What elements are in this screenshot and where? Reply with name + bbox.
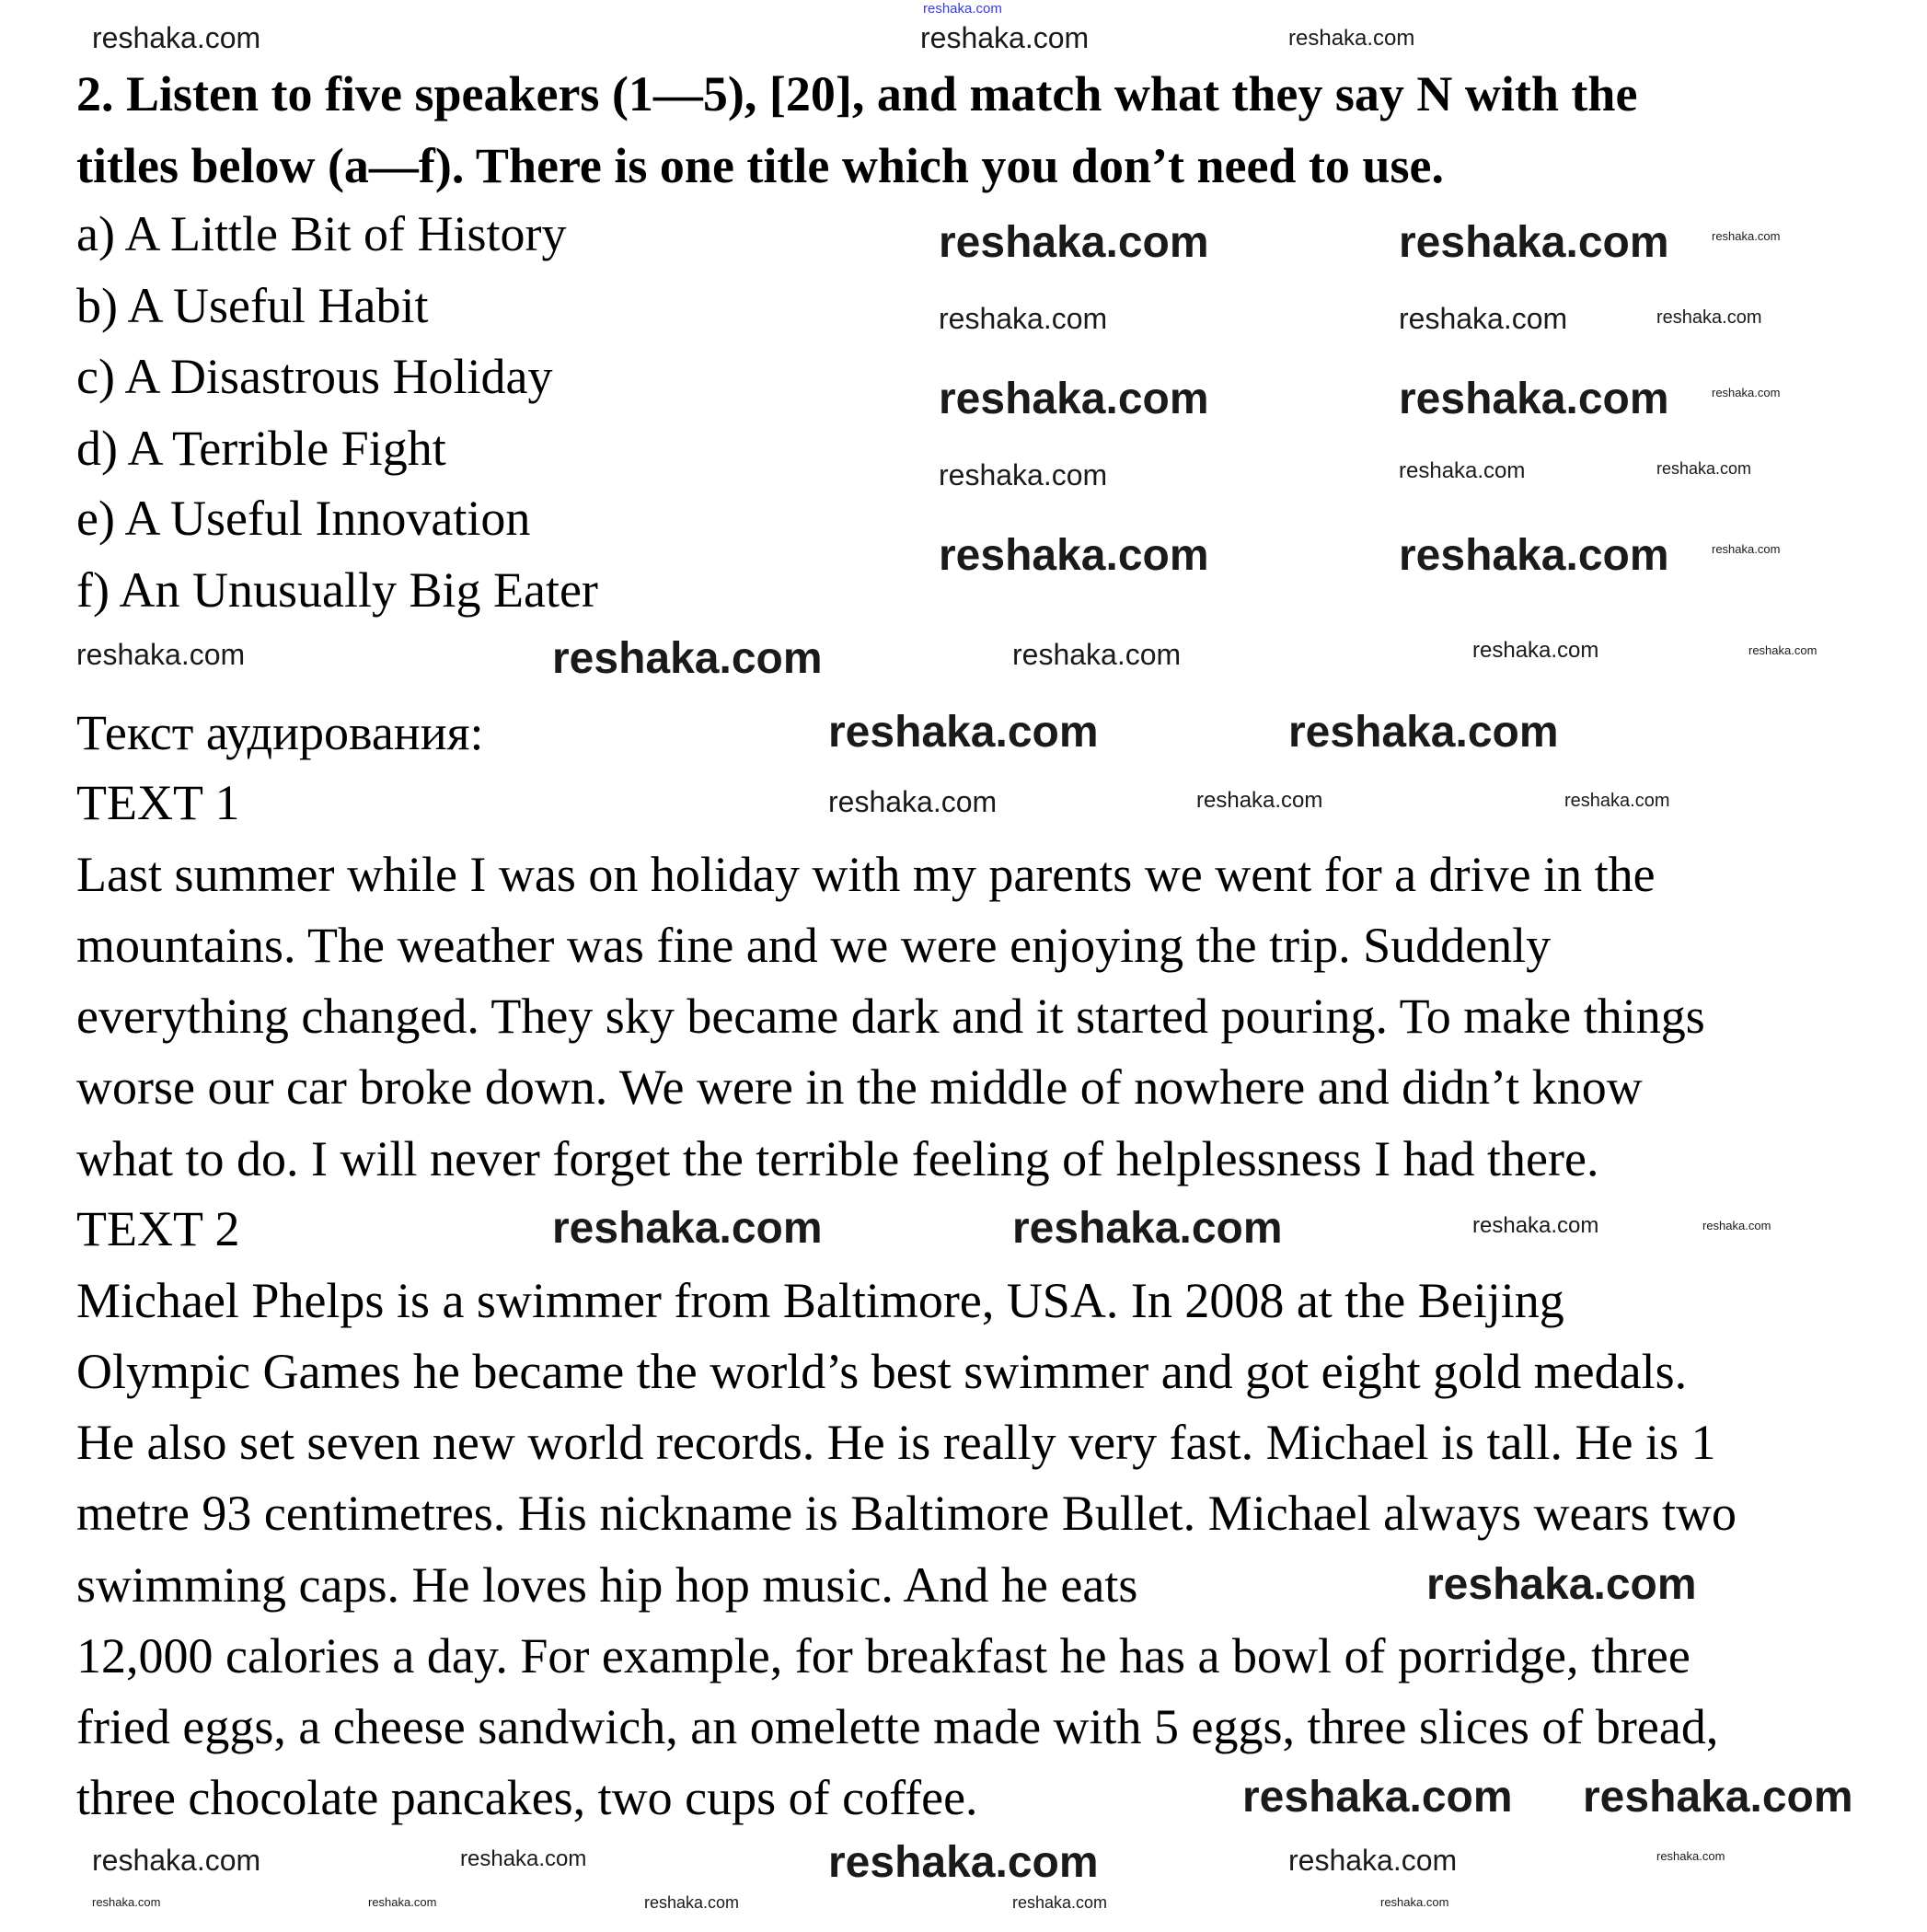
watermark: reshaka.com xyxy=(1426,1560,1697,1609)
text1-line: what to do. I will never forget the terrible feeling of helplessness I had there. xyxy=(76,1131,1599,1186)
text1-line: worse our car broke down. We were in the middle of nowhere and didn’t know xyxy=(76,1059,1643,1115)
watermark: reshaka.com xyxy=(1712,542,1781,556)
watermark: reshaka.com xyxy=(460,1846,587,1871)
title-option-b: b) A Useful Habit xyxy=(76,278,429,333)
title-option-c: c) A Disastrous Holiday xyxy=(76,349,553,404)
watermark: reshaka.com xyxy=(368,1895,437,1909)
watermark: reshaka.com xyxy=(828,708,1099,757)
task-heading-line: titles below (a—f). There is one title which you don’t need to use. xyxy=(76,138,1444,193)
text1-line: everything changed. They sky became dark and it started pouring. To make things xyxy=(76,989,1705,1044)
watermark: reshaka.com xyxy=(1472,1213,1599,1238)
title-option-a: a) A Little Bit of History xyxy=(76,206,567,261)
watermark: reshaka.com xyxy=(1380,1895,1449,1909)
watermark: reshaka.com xyxy=(828,785,998,818)
watermark: reshaka.com xyxy=(1399,375,1669,423)
text1-line: Last summer while I was on holiday with my parents we went for a drive in the xyxy=(76,847,1656,902)
text2-line: three chocolate pancakes, two cups of coffee. xyxy=(76,1770,978,1825)
watermark: reshaka.com xyxy=(1399,218,1669,267)
task-heading-line: 2. Listen to five speakers (1—5), [20], and match what they say N with the xyxy=(76,66,1638,121)
watermark: reshaka.com xyxy=(76,638,246,671)
watermark: reshaka.com xyxy=(644,1893,740,1912)
watermark: reshaka.com xyxy=(939,458,1108,492)
title-option-e: e) A Useful Innovation xyxy=(76,491,531,546)
watermark: reshaka.com xyxy=(1288,1844,1458,1877)
watermark: reshaka.com xyxy=(1399,531,1669,580)
watermark: reshaka.com xyxy=(92,1895,161,1909)
watermark: reshaka.com xyxy=(1012,1893,1108,1912)
watermark: reshaka.com xyxy=(939,375,1209,423)
watermark: reshaka.com xyxy=(1242,1773,1513,1822)
watermark: reshaka.com xyxy=(939,531,1209,580)
watermark: reshaka.com xyxy=(1656,307,1762,328)
watermark: reshaka.com xyxy=(1712,386,1781,399)
watermark: reshaka.com xyxy=(828,1838,1099,1887)
transcript-label: Текст аудирования: xyxy=(76,705,484,760)
watermark: reshaka.com xyxy=(552,1204,823,1253)
watermark: reshaka.com xyxy=(939,302,1108,335)
watermark: reshaka.com xyxy=(1748,643,1817,657)
title-option-d: d) A Terrible Fight xyxy=(76,421,446,476)
watermark: reshaka.com xyxy=(1583,1773,1853,1822)
watermark: reshaka.com xyxy=(1288,708,1559,757)
watermark: reshaka.com xyxy=(920,21,1090,54)
watermark: reshaka.com xyxy=(1564,791,1670,811)
text1-line: mountains. The weather was fine and we were enjoying the trip. Suddenly xyxy=(76,918,1552,973)
watermark: reshaka.com xyxy=(1712,229,1781,243)
text2-line: 12,000 calories a day. For example, for breakfast he has a bowl of porridge, three xyxy=(76,1628,1690,1683)
watermark: reshaka.com xyxy=(1288,26,1415,51)
text2-line: He also set seven new world records. He is really very fast. Michael is tall. He is 1 xyxy=(76,1415,1716,1470)
watermark: reshaka.com xyxy=(1656,459,1752,478)
watermark: reshaka.com xyxy=(1702,1219,1771,1232)
watermark-top-link[interactable]: reshaka.com xyxy=(923,1,1002,17)
watermark: reshaka.com xyxy=(1399,458,1526,483)
watermark: reshaka.com xyxy=(1656,1849,1725,1863)
watermark: reshaka.com xyxy=(92,1844,261,1877)
text2-line: swimming caps. He loves hip hop music. And he eats xyxy=(76,1557,1138,1613)
watermark: reshaka.com xyxy=(92,21,261,54)
watermark: reshaka.com xyxy=(1399,302,1568,335)
watermark: reshaka.com xyxy=(939,218,1209,267)
text2-title: TEXT 2 xyxy=(76,1201,240,1256)
text2-line: Olympic Games he became the world’s best swimmer and got eight gold medals. xyxy=(76,1344,1688,1399)
watermark: reshaka.com xyxy=(1012,1204,1283,1253)
text1-title: TEXT 1 xyxy=(76,775,240,830)
text2-line: Michael Phelps is a swimmer from Baltimore, USA. In 2008 at the Beijing xyxy=(76,1273,1564,1328)
text2-line: fried eggs, a cheese sandwich, an omelette made with 5 eggs, three slices of bread, xyxy=(76,1699,1719,1754)
watermark: reshaka.com xyxy=(1012,638,1182,671)
title-option-f: f) An Unusually Big Eater xyxy=(76,562,598,618)
text2-line: metre 93 centimetres. His nickname is Baltimore Bullet. Michael always wears two xyxy=(76,1486,1737,1541)
watermark: reshaka.com xyxy=(552,634,823,683)
watermark: reshaka.com xyxy=(1196,788,1323,813)
watermark: reshaka.com xyxy=(1472,638,1599,663)
